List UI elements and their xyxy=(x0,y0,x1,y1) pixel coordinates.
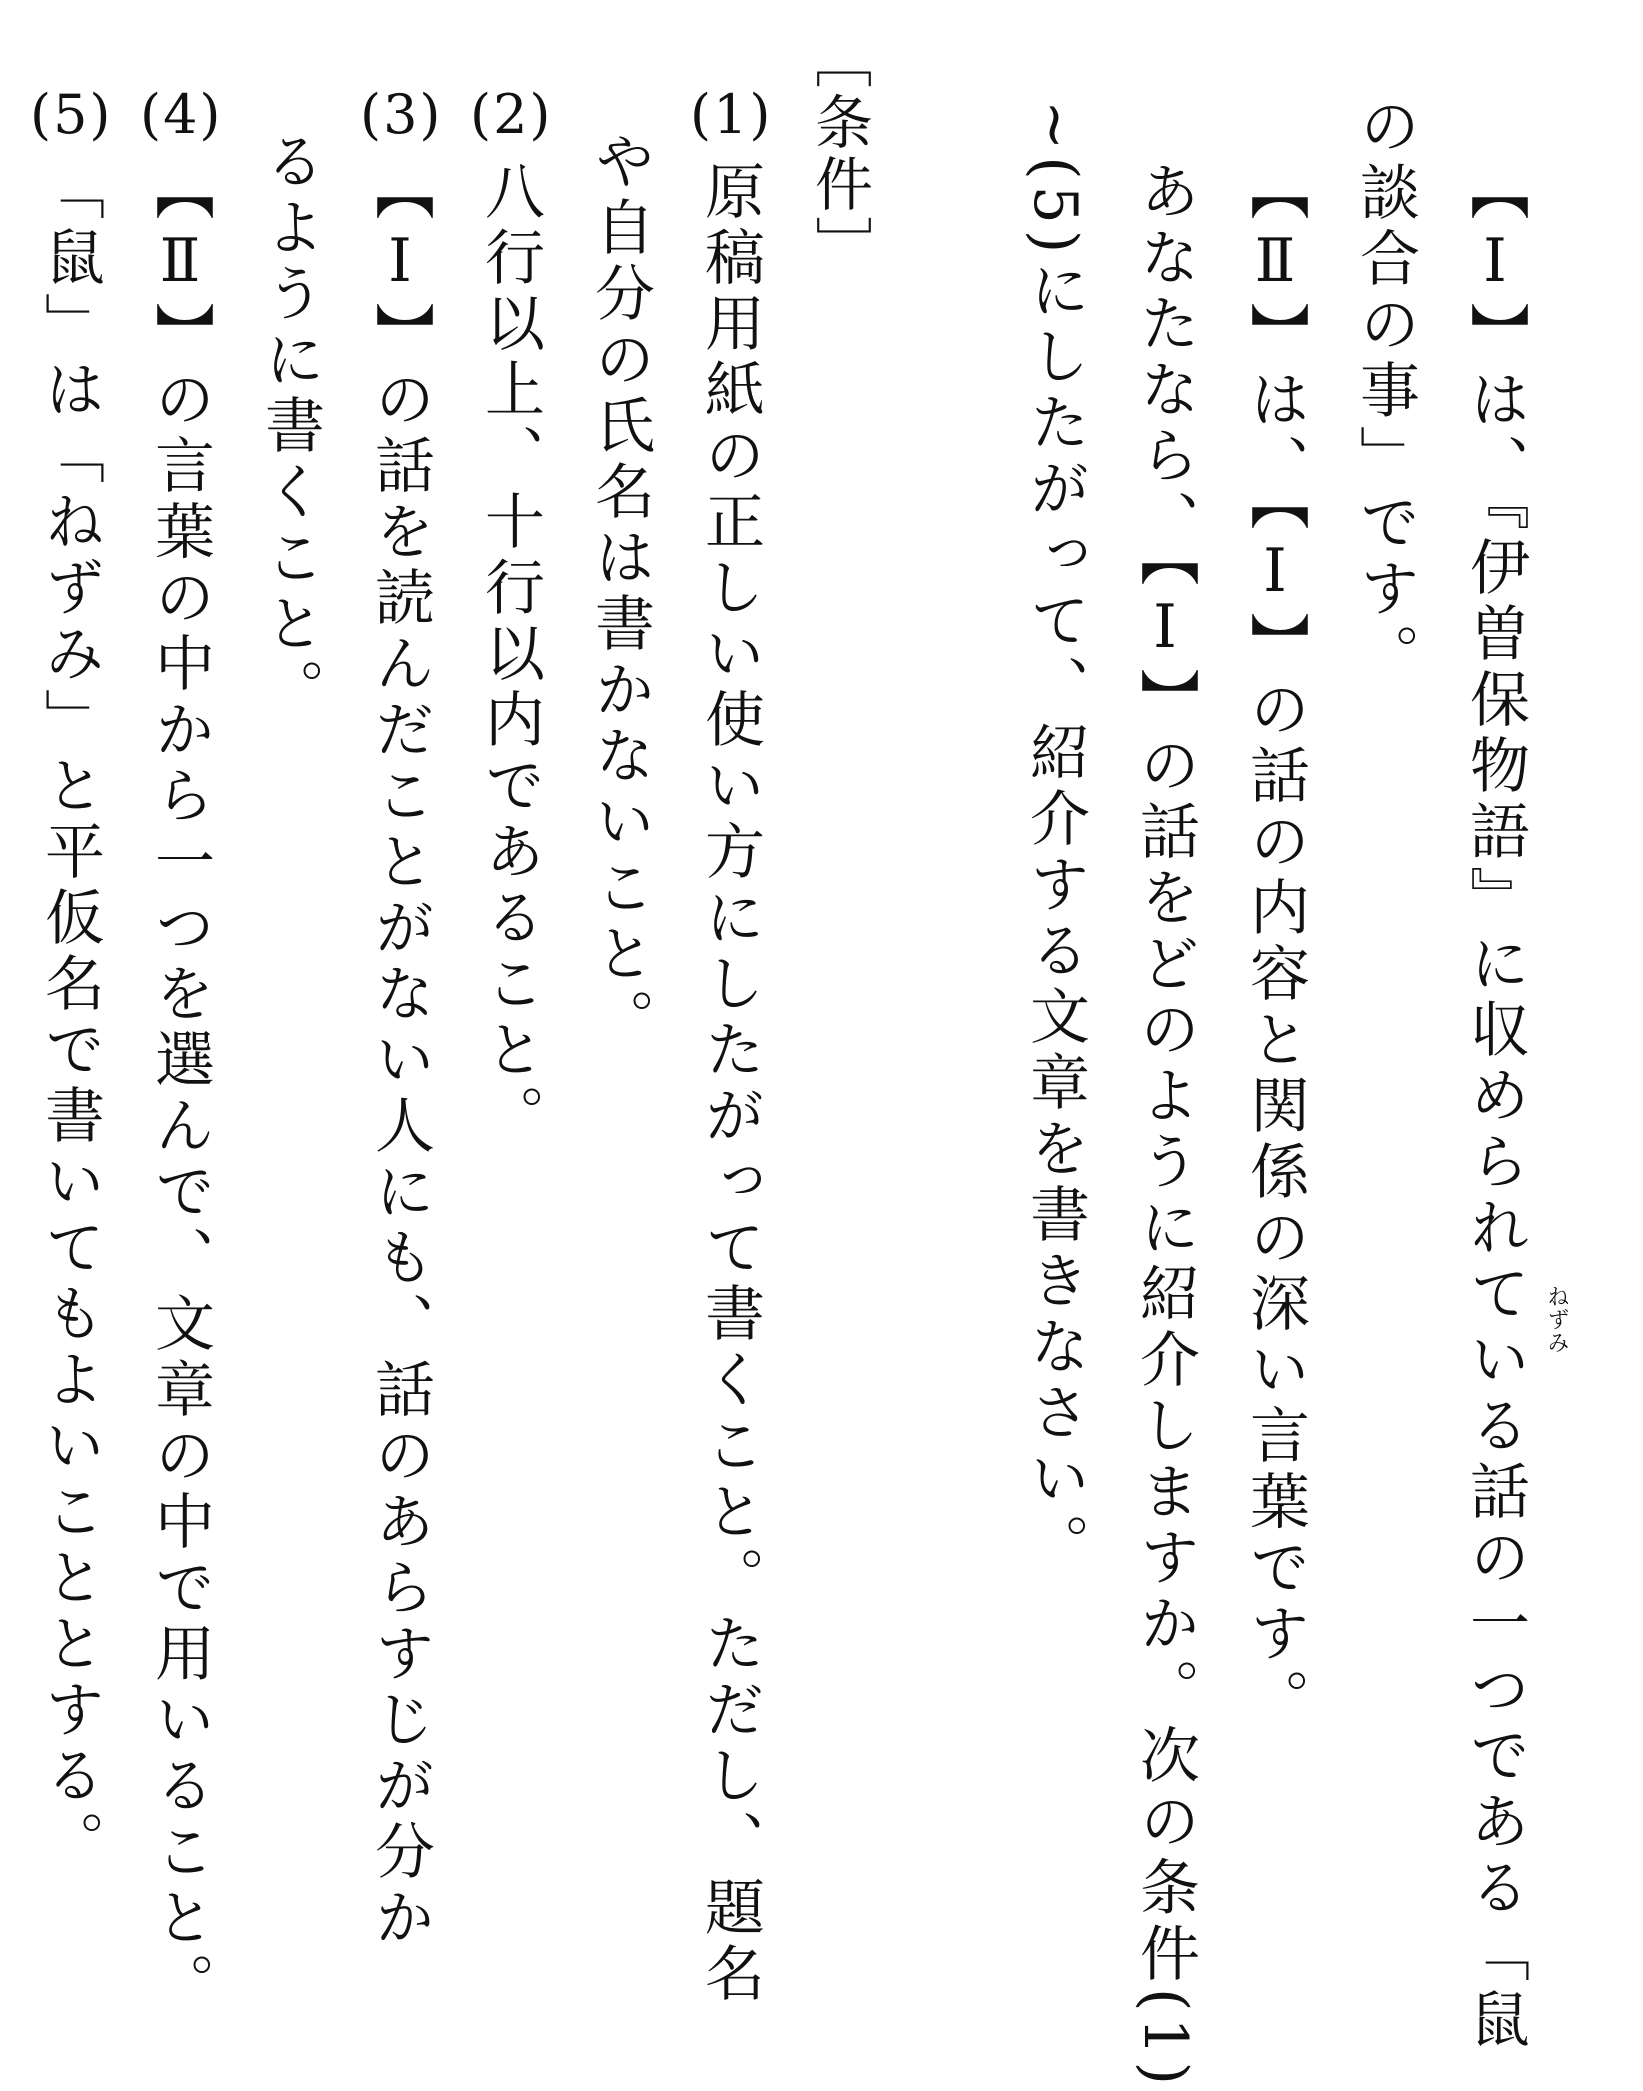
condition-3-number: (3) xyxy=(360,83,443,146)
condition-4-line-1: 【Ⅱ】の言葉の中から一つを選んで、文章の中で用いること。 xyxy=(145,160,215,2018)
intro-line-2: の談合の事」です。 xyxy=(1350,95,1420,689)
condition-2-number: (2) xyxy=(470,83,553,146)
condition-5-line-1: 「鼠」は「ねずみ」と平仮名で書いてもよいこととする。 xyxy=(35,160,105,1876)
intro-line-4: あなたなら、【Ⅰ】の話をどのように紹介しますか。次の条件(1) xyxy=(1130,160,1200,2091)
furigana-nezumi: ねずみ xyxy=(1544,1285,1569,1354)
intro-line-3: 【Ⅱ】は、【Ⅰ】の話の内容と関係の深い言葉です。 xyxy=(1240,160,1310,1734)
condition-1-number: (1) xyxy=(690,83,773,146)
intro-line-1: 【Ⅰ】は、『伊曽保物語』に収められている話の一つである「鼠 xyxy=(1460,160,1530,2054)
condition-3-line-2: るように書くこと。 xyxy=(255,130,325,724)
condition-2-line-1: 八行以上、十行以内であること。 xyxy=(475,160,545,1150)
condition-1-line-1: 原稿用紙の正しい使い方にしたがって書くこと。ただし、題名 xyxy=(695,160,765,2008)
condition-3-line-1: 【Ⅰ】の話を読んだことがない人にも、話のあらすじが分か xyxy=(365,160,435,1952)
intro-line-5: ~(5)にしたがって、紹介する文章を書きなさい。 xyxy=(1020,100,1090,1580)
condition-4-number: (4) xyxy=(140,83,223,146)
condition-1-line-2: や自分の氏名は書かないこと。 xyxy=(585,130,655,1054)
conditions-heading: ［条件］ xyxy=(805,30,873,278)
condition-5-number: (5) xyxy=(30,83,113,146)
